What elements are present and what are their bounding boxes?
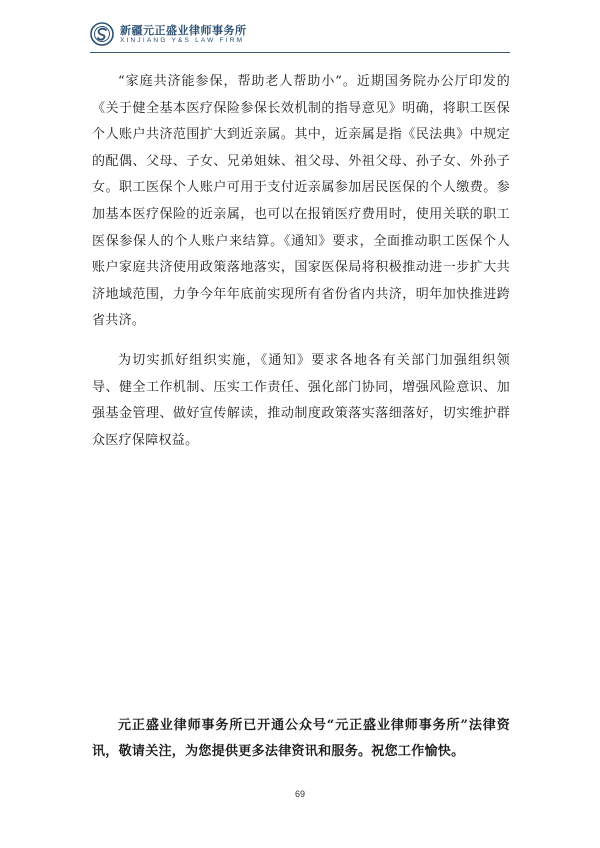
firm-name-english: XINJIANG Y&S LAW FIRM bbox=[120, 37, 245, 44]
public-account-notice: 元正盛业律师事务所已开通公众号“元正盛业律师事务所”法律资讯，敬请关注，为您提供更多法律资讯和服务。祝您工作愉快。 bbox=[92, 718, 510, 759]
article-body bbox=[92, 69, 510, 467]
header-divider bbox=[90, 52, 510, 53]
firm-name-chinese: 新疆元正盛业律师事务所 bbox=[120, 24, 247, 37]
firm-logo-icon bbox=[90, 22, 114, 46]
page-header bbox=[90, 18, 510, 52]
page-number: 69 bbox=[294, 789, 305, 799]
paragraph: “家庭共济能参保，帮助老人帮助小”。近期国务院办公厅印发的《关于健全基本医疗保险参保长效机制的指导意见》明确，将职工医保个人账户共济范围扩大到近亲属。其中，近亲属是指《民法典》中规定的配偶、父母、子女、兄弟姐妹、祖父母、外祖父母、孙子女、外孙子女。职工医保个人账户可用于支付近亲属参加居民医保的个人缴费。参加基本医疗保险的近亲属，也可以在报销医疗费用时，使用关联的职工医保参保人的个人账户来结算。《通知》要求，全面推动职工医保个人账户家庭共济使用政策落地落实，国家医保局将积极推动进一步扩大共济地域范围，力争今年年底前实现所有省份省内共济，明年加快推进跨省共济。 bbox=[92, 74, 510, 329]
paragraph: 为切实抓好组织实施，《通知》要求各地各有关部门加强组织领导、健全工作机制、压实工作责任、强化部门协同，增强风险意识、加强基金管理、做好宣传解读，推动制度政策落实落细落好，切实维护群众医疗保障权益。 bbox=[92, 352, 510, 448]
